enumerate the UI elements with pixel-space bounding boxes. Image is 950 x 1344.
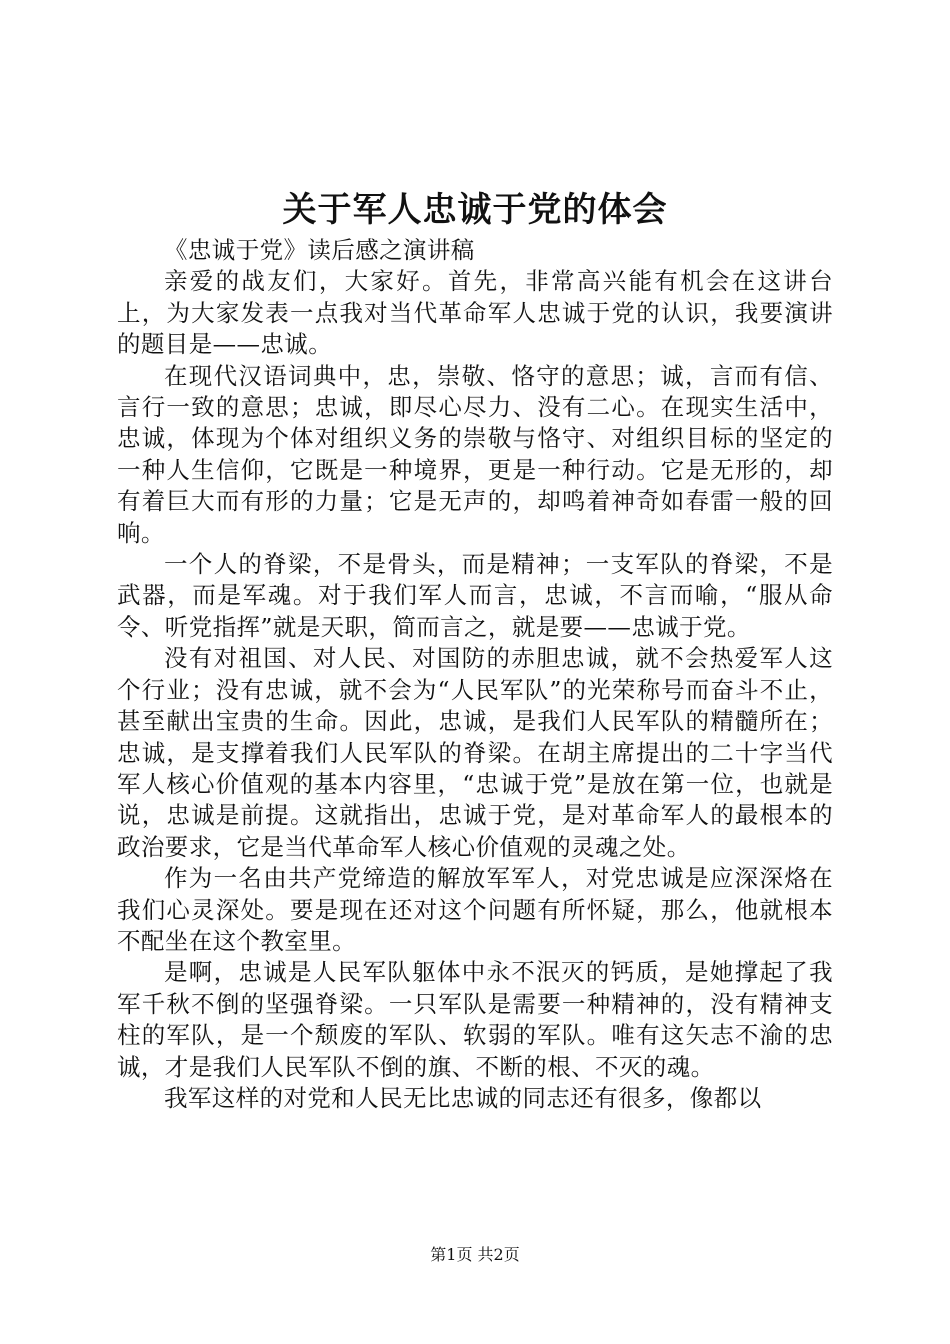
paragraph: 是啊，忠诚是人民军队躯体中永不泯灭的钙质，是她撑起了我军千秋不倒的坚强脊梁。一只军队是需要一种精神的，没有精神支柱的军队，是一个颓废的军队、软弱的军队。唯有这矢志不渝的忠诚，才是我们人民军队不倒的旗、不断的根、不灭的魂。 — [117, 958, 833, 1081]
document-body — [117, 235, 833, 1114]
paragraph: 亲爱的战友们，大家好。首先，非常高兴能有机会在这讲台上，为大家发表一点我对当代革命军人忠诚于党的认识，我要演讲的题目是——忠诚。 — [117, 267, 833, 359]
paragraph: 我军这样的对党和人民无比忠诚的同志还有很多，像都以 — [164, 1083, 762, 1112]
document-title: 关于军人忠诚于党的体会 — [282, 190, 668, 230]
paragraph-subtitle: 《忠诚于党》读后感之演讲稿 — [164, 236, 475, 264]
paragraph: 一个人的脊梁，不是骨头，而是精神；一支军队的脊梁，不是武器，而是军魂。对于我们军人而言，忠诚，不言而喻，“服从命令、听党指挥”就是天职，简而言之，就是要——忠诚于党。 — [117, 550, 833, 641]
page-footer: 第1页 共2页 — [430, 1245, 520, 1264]
paragraph: 在现代汉语词典中，忠，崇敬、恪守的意思；诚，言而有信、言行一致的意思；忠诚，即尽心尽力、没有二心。在现实生活中，忠诚，体现为个体对组织义务的崇敬与恪守、对组织目标的坚定的一种人生信仰，它既是一种境界，更是一种行动。它是无形的，却有着巨大而有形的力量；它是无声的，却鸣着神奇如春雷一般的回响。 — [117, 361, 833, 547]
paragraph: 作为一名由共产党缔造的解放军军人，对党忠诚是应深深烙在我们心灵深处。要是现在还对这个问题有所怀疑，那么，他就根本不配坐在这个教室里。 — [117, 864, 833, 955]
paragraph: 没有对祖国、对人民、对国防的赤胆忠诚，就不会热爱军人这个行业；没有忠诚，就不会为“人民军队”的光荣称号而奋斗不止，甚至献出宝贵的生命。因此，忠诚，是我们人民军队的精髓所在；忠诚，是支撑着我们人民军队的脊梁。在胡主席提出的二十字当代军人核心价值观的基本内容里，“忠诚于党”是放在第一位，也就是说，忠诚是前提。这就指出，忠诚于党，是对革命军人的最根本的政治要求，它是当代革命军人核心价值观的灵魂之处。 — [117, 644, 833, 861]
